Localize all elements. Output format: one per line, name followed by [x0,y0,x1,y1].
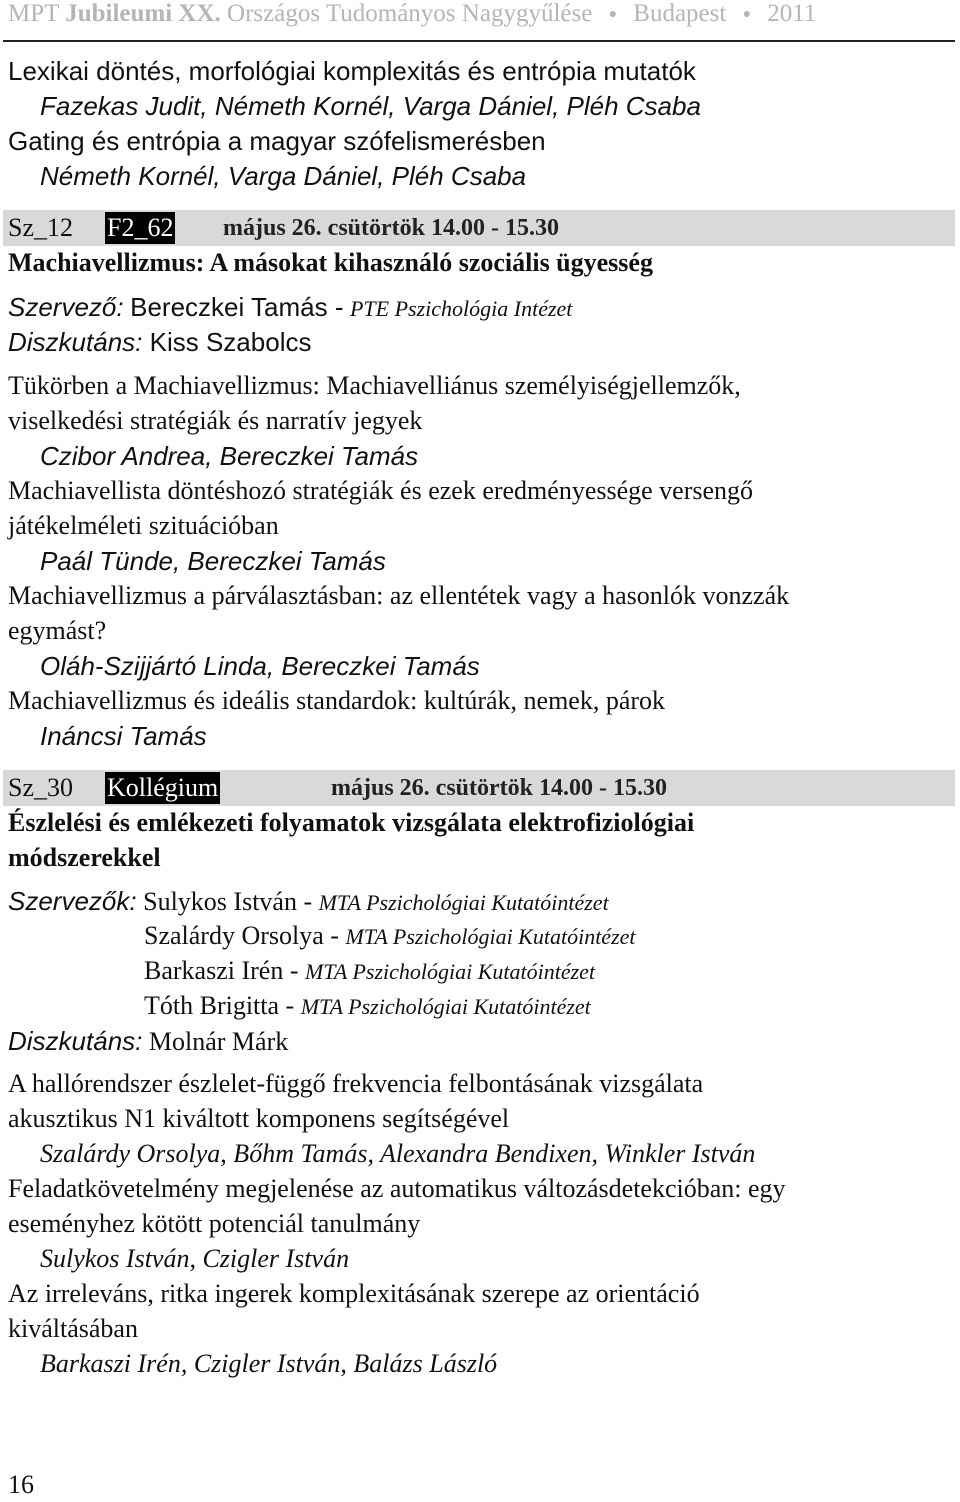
talk-title: Az irreleváns, ritka ingerek komplexitásának szerepe az orientáció [8,1279,700,1308]
running-header [8,0,952,28]
header-prefix: MPT [8,0,59,27]
talk-title: Machiavellista döntéshozó stratégiák és ezek eredményessége versengő [8,476,754,505]
talk-title-cont: viselkedési stratégiák és narratív jegyek [8,406,423,435]
talk-authors: Szalárdy Orsolya, Bőhm Tamás, Alexandra Bendixen, Winkler István [40,1139,756,1168]
discussant-line [8,325,311,359]
bullet-icon: ● [742,7,752,23]
session-title-cont: módszerekkel [8,843,161,872]
organizer-name: Tóth Brigitta - [144,991,295,1020]
bullet-icon: ● [608,7,618,23]
session-title: Machiavellizmus: A másokat kihasználó szociális ügyesség [8,248,653,277]
session-bar-sz30 [3,770,955,806]
organizer-institution: MTA Pszichológiai Kutatóintézet [318,890,609,915]
talk-authors: Barkaszi Irén, Czigler István, Balázs László [40,1349,498,1378]
organizer-label: Szervező: [8,292,124,322]
talk-authors: Oláh-Szijjártó Linda, Bereczkei Tamás [40,651,480,681]
organizers-label: Szervezők: [8,886,137,916]
talk-title-cont: kiváltásában [8,1314,138,1343]
organizer-line [144,919,636,954]
session-bar-sz12 [3,210,955,246]
header-year: 2011 [767,0,817,27]
talk-authors: Németh Kornél, Varga Dániel, Pléh Csaba [40,161,527,191]
room-tag: Kollégium [107,773,219,802]
organizer-line [8,290,572,326]
discussant-name: Molnár Márk [148,1027,289,1056]
talk-title: Machiavellizmus a párválasztásban: az ellentétek vagy a hasonlók vonzzák [8,581,790,610]
talk-title: Lexikai döntés, morfológiai komplexitás és entrópia mutatók [8,56,696,86]
discussant-label: Diszkutáns: [8,327,143,357]
talk-authors: Ináncsi Tamás [40,721,207,751]
organizer-line [144,989,591,1024]
talk-title: Feladatkövetelmény megjelenése az automatikus változásdetekcióban: egy [8,1174,786,1203]
talk-title-cont: játékelméleti szituációban [8,511,279,540]
organizer-line [144,954,595,989]
header-divider [3,40,955,42]
talk-authors: Paál Tünde, Bereczkei Tamás [40,546,386,576]
organizer-name: Barkaszi Irén - [144,956,299,985]
header-conference: Országos Tudományos Nagygyűlése [227,0,593,27]
organizer-name: Sulykos István - [143,887,313,916]
talk-title-cont: akusztikus N1 kiváltott komponens segítségével [8,1104,510,1133]
discussant-label: Diszkutáns: [8,1026,143,1056]
organizer-institution: PTE Pszichológia Intézet [349,296,573,321]
talk-authors: Fazekas Judit, Németh Kornél, Varga Dániel, Pléh Csaba [40,91,701,121]
session-time: május 26. csütörtök 14.00 - 15.30 [331,775,667,801]
organizer-institution: MTA Pszichológiai Kutatóintézet [304,959,596,984]
organizer-institution: MTA Pszichológiai Kutatóintézet [300,994,591,1019]
organizer-institution: MTA Pszichológiai Kutatóintézet [345,924,636,949]
talk-authors: Sulykos István, Czigler István [40,1244,350,1273]
talk-title: A hallórendszer észlelet-függő frekvencia felbontásának vizsgálata [8,1069,704,1098]
discussant-line [8,1024,288,1059]
organizer-name: Bereczkei Tamás - [130,292,344,322]
talk-title-cont: egymást? [8,616,107,645]
talk-title: Gating és entrópia a magyar szófelismerésben [8,126,546,156]
header-jubilee: Jubileumi XX. [65,0,221,27]
session-code: Sz_30 [8,773,73,802]
talk-title: Tükörben a Machiavellizmus: Machiavelliánus személyiségjellemzők, [8,371,741,400]
header-city: Budapest [633,0,727,27]
talk-title: Machiavellizmus és ideális standardok: kultúrák, nemek, párok [8,686,666,715]
organizer-line [8,884,609,920]
discussant-name: Kiss Szabolcs [149,327,312,357]
talk-title-cont: eseményhez kötött potenciál tanulmány [8,1209,421,1238]
organizer-name: Szalárdy Orsolya - [144,921,339,950]
page-number: 16 [8,1470,34,1499]
session-code: Sz_12 [8,213,73,242]
session-title: Észlelési és emlékezeti folyamatok vizsgálata elektrofiziológiai [8,808,695,837]
room-tag: F2_62 [107,213,174,242]
session-time: május 26. csütörtök 14.00 - 15.30 [223,215,559,241]
talk-authors: Czibor Andrea, Bereczkei Tamás [40,441,419,471]
